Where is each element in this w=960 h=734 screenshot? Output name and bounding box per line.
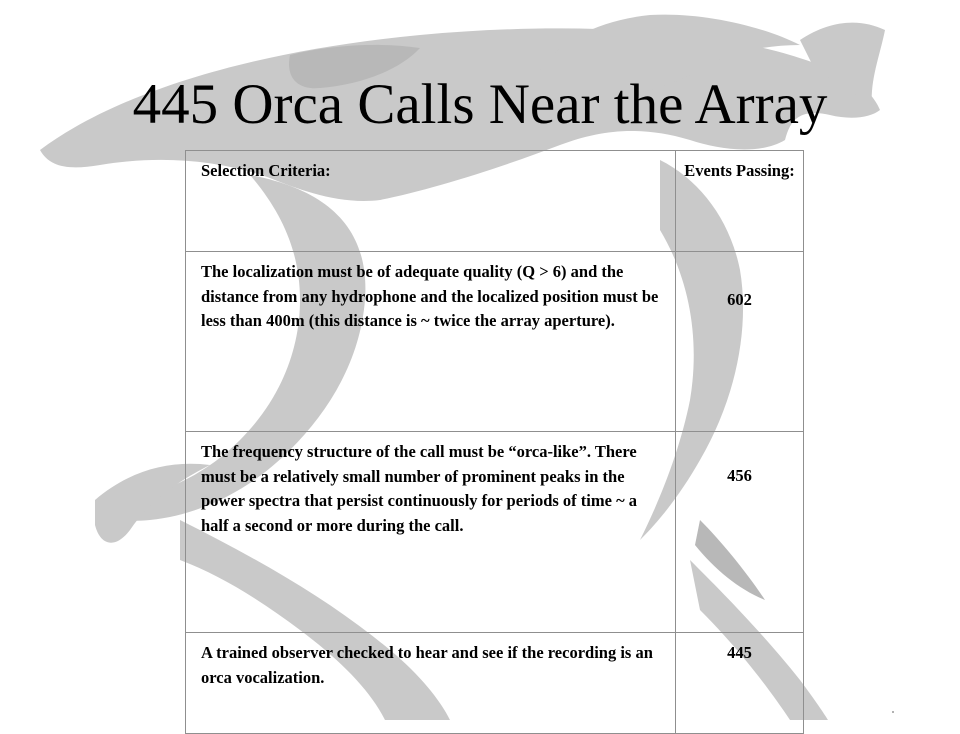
slide-title: 445 Orca Calls Near the Array — [132, 73, 828, 136]
table-row — [186, 633, 804, 734]
header-selection-criteria: Selection Criteria: — [186, 151, 676, 252]
criteria-cell: A trained observer checked to hear and see if the recording is an orca vocalization. — [186, 633, 676, 734]
criteria-cell: The localization must be of adequate quality (Q > 6) and the distance from any hydrophone and the localized position must be less than 400m (this distance is ~ twice the array aperture). — [186, 252, 676, 432]
selection-criteria-table — [185, 150, 804, 734]
table-row — [186, 252, 804, 432]
events-count-cell: 456 — [676, 432, 804, 633]
table-row — [186, 432, 804, 633]
corner-mark — [892, 711, 894, 713]
events-count-cell: 602 — [676, 252, 804, 432]
header-events-passing: Events Passing: — [676, 151, 804, 252]
table-header-row — [186, 151, 804, 252]
events-count-cell: 445 — [676, 633, 804, 734]
criteria-cell: The frequency structure of the call must be “orca-like”. There must be a relatively small number of prominent peaks in the power spectra that persist continuously for periods of time ~ a half a second or more during the call. — [186, 432, 676, 633]
